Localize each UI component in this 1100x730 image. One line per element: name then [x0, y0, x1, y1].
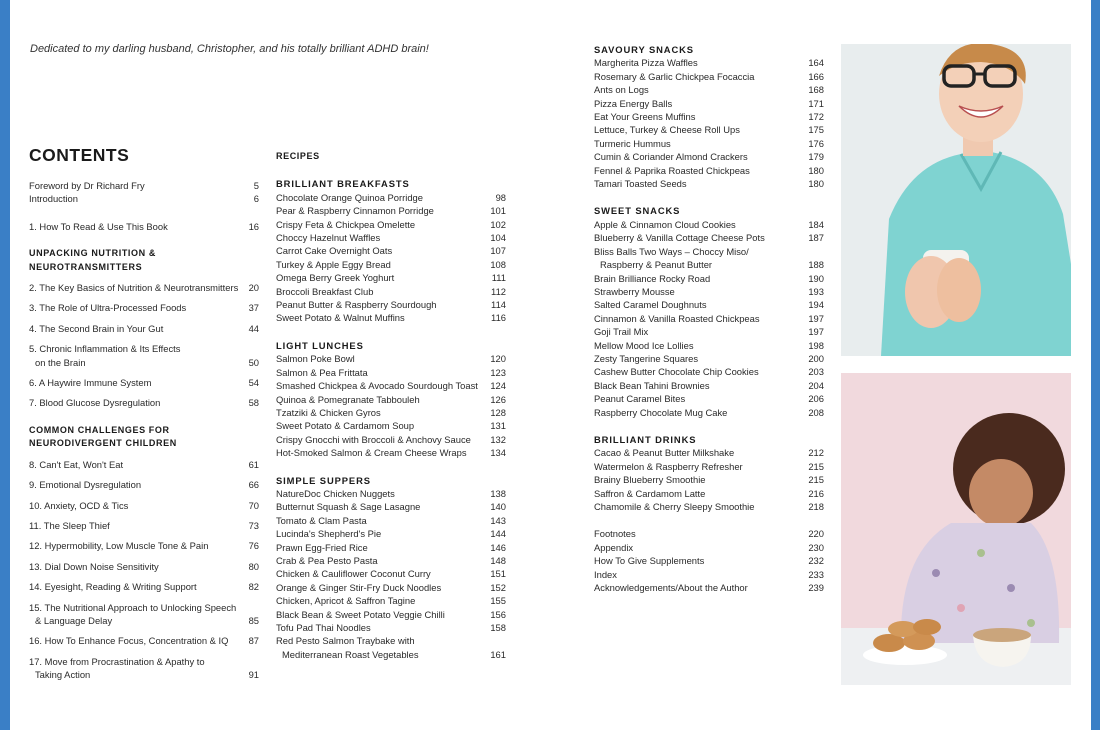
toc-entry: Omega Berry Greek Yoghurt 111: [276, 272, 506, 284]
toc-entry: Index 233: [594, 568, 824, 580]
toc-entry: Cumin & Coriander Almond Crackers 179: [594, 151, 824, 163]
toc-entry: Footnotes 220: [594, 528, 824, 540]
toc-entry: Tomato & Clam Pasta 143: [276, 514, 506, 526]
toc-entry: Raspberry Chocolate Mug Cake 208: [594, 406, 824, 418]
toc-entry: Fennel & Paprika Roasted Chickpeas 180: [594, 164, 824, 176]
toc-entry: Pizza Energy Balls 171: [594, 97, 824, 109]
toc-entry: Cinnamon & Vanilla Roasted Chickpeas 197: [594, 312, 824, 324]
toc-entry: Saffron & Cardamom Latte 216: [594, 487, 824, 499]
toc-column-3: [594, 43, 824, 594]
recipes-label: RECIPES: [276, 151, 320, 161]
section-heading: BRILLIANT DRINKS: [594, 433, 697, 445]
toc-entry: Salted Caramel Doughnuts 194: [594, 299, 824, 311]
toc-entry: Black Bean & Sweet Potato Veggie Chilli 156: [276, 608, 506, 620]
toc-entry: Chamomile & Cherry Sleepy Smoothie 218: [594, 501, 824, 512]
toc-entry: Goji Trail Mix 197: [594, 326, 824, 338]
toc-entry: Orange & Ginger Stir-Fry Duck Noodles 152: [276, 581, 506, 593]
toc-entry: Lettuce, Turkey & Cheese Roll Ups 175: [594, 124, 824, 136]
toc-entry: How To Give Supplements 232: [594, 555, 824, 567]
toc-entry: 9. Emotional Dysregulation 66: [29, 479, 259, 491]
toc-entry: 16. How To Enhance Focus, Concentration & IQ 87: [29, 635, 259, 647]
toc-entry: Salmon Poke Bowl 120: [276, 353, 506, 365]
toc-entry: Hot-Smoked Salmon & Cream Cheese Wraps 134: [276, 447, 506, 459]
toc-entry: Introduction 6: [29, 193, 259, 205]
toc-entry: 12. Hypermobility, Low Muscle Tone & Pain 76: [29, 540, 259, 552]
photo-boy-with-mug: [841, 44, 1071, 356]
toc-entry: Salmon & Pea Frittata 123: [276, 366, 506, 378]
toc-entry: 17. Move from Procrastination & Apathy to Taking Action 91: [29, 655, 259, 681]
toc-entry: Foreword by Dr Richard Fry 5: [29, 180, 259, 191]
toc-entry: Sweet Potato & Cardamom Soup 131: [276, 420, 506, 432]
toc-entry: Peanut Caramel Bites 206: [594, 393, 824, 405]
toc-entry: Crispy Gnocchi with Broccoli & Anchovy Sauce 132: [276, 433, 506, 445]
toc-entry: 2. The Key Basics of Nutrition & Neurotransmitters 20: [29, 282, 259, 294]
toc-entry: Smashed Chickpea & Avocado Sourdough Toast 124: [276, 380, 506, 392]
toc-entry: Butternut Squash & Sage Lasagne 140: [276, 501, 506, 513]
toc-entry: Eat Your Greens Muffins 172: [594, 111, 824, 123]
toc-entry: Margherita Pizza Waffles 164: [594, 57, 824, 69]
section-heading: COMMON CHALLENGES FOR NEURODIVERGENT CHILDREN: [29, 424, 177, 449]
toc-entry: Crispy Feta & Chickpea Omelette 102: [276, 218, 506, 230]
toc-entry: Appendix 230: [594, 541, 824, 553]
toc-entry: Tamari Toasted Seeds 180: [594, 178, 824, 190]
toc-entry: Chocolate Orange Quinoa Porridge 98: [276, 191, 506, 203]
toc-entry: Pear & Raspberry Cinnamon Porridge 101: [276, 205, 506, 217]
toc-entry: 7. Blood Glucose Dysregulation 58: [29, 397, 259, 409]
toc-entry: 1. How To Read & Use This Book 16: [29, 220, 259, 232]
toc-entry: Broccoli Breakfast Club 112: [276, 285, 506, 297]
toc-entry: Black Bean Tahini Brownies 204: [594, 379, 824, 391]
toc-entry: Rosemary & Garlic Chickpea Focaccia 166: [594, 70, 824, 82]
photo-girl-with-doughnuts: [841, 373, 1071, 685]
toc-entry: Brain Brilliance Rocky Road 190: [594, 272, 824, 284]
toc-entry: Quinoa & Pomegranate Tabbouleh 126: [276, 393, 506, 405]
section-heading: BRILLIANT BREAKFASTS: [276, 178, 410, 190]
toc-entry: 10. Anxiety, OCD & Tics 70: [29, 499, 259, 511]
toc-entry: Cashew Butter Chocolate Chip Cookies 203: [594, 366, 824, 378]
toc-entry: Cacao & Peanut Butter Milkshake 212: [594, 447, 824, 459]
book-spread: [10, 0, 1091, 730]
toc-column-1: [29, 179, 259, 682]
section-heading: SAVOURY SNACKS: [594, 44, 694, 55]
toc-entry: 6. A Haywire Immune System 54: [29, 377, 259, 389]
section-heading: UNPACKING NUTRITION & NEUROTRANSMITTERS: [29, 248, 156, 272]
toc-entry: Chicken, Apricot & Saffron Tagine 155: [276, 595, 506, 607]
toc-entry: Tzatziki & Chicken Gyros 128: [276, 406, 506, 418]
dedication-text: Dedicated to my darling husband, Christopher, and his totally brilliant ADHD brain!: [30, 43, 429, 55]
toc-entry: NatureDoc Chicken Nuggets 138: [276, 487, 506, 499]
toc-entry: 14. Eyesight, Reading & Writing Support 82: [29, 581, 259, 593]
section-heading: SWEET SNACKS: [594, 205, 681, 217]
toc-entry: Turmeric Hummus 176: [594, 137, 824, 149]
toc-entry: Tofu Pad Thai Noodles 158: [276, 622, 506, 633]
toc-entry: Carrot Cake Overnight Oats 107: [276, 245, 506, 257]
toc-entry: Ants on Logs 168: [594, 84, 824, 96]
toc-entry: 8. Can't Eat, Won't Eat 61: [29, 458, 259, 470]
section-heading: LIGHT LUNCHES: [276, 339, 364, 351]
toc-entry: Sweet Potato & Walnut Muffins 116: [276, 312, 506, 324]
toc-entry: 15. The Nutritional Approach to Unlocking Speech & Language Delay 85: [29, 601, 259, 626]
toc-entry: Turkey & Apple Eggy Bread 108: [276, 258, 506, 270]
toc-entry: Prawn Egg-Fried Rice 146: [276, 541, 506, 553]
toc-entry: Brainy Blueberry Smoothie 215: [594, 474, 824, 486]
toc-entry: Crab & Pea Pesto Pasta 148: [276, 554, 506, 566]
toc-column-2: [276, 150, 506, 661]
toc-entry: 11. The Sleep Thief 73: [29, 519, 259, 531]
toc-entry: 4. The Second Brain in Your Gut 44: [29, 322, 259, 334]
contents-title: CONTENTS: [29, 145, 130, 165]
toc-entry: Lucinda's Shepherd's Pie 144: [276, 528, 506, 540]
toc-entry: 5. Chronic Inflammation & Its Effects on the Brain 50: [29, 343, 259, 368]
toc-entry: Choccy Hazelnut Waffles 104: [276, 232, 506, 244]
toc-entry: Acknowledgements/About the Author 239: [594, 582, 824, 594]
toc-entry: Red Pesto Salmon Traybake with Mediterranean Roast Vegetables 161: [276, 635, 506, 660]
toc-entry: Peanut Butter & Raspberry Sourdough 114: [276, 299, 506, 311]
toc-entry: Strawberry Mousse 193: [594, 285, 824, 297]
toc-entry: Apple & Cinnamon Cloud Cookies 184: [594, 218, 824, 230]
toc-entry: Chicken & Cauliflower Coconut Curry 151: [276, 568, 506, 580]
section-heading: SIMPLE SUPPERS: [276, 474, 371, 486]
toc-entry: Watermelon & Raspberry Refresher 215: [594, 460, 824, 472]
toc-entry: Blueberry & Vanilla Cottage Cheese Pots 187: [594, 232, 824, 244]
toc-entry: 13. Dial Down Noise Sensitivity 80: [29, 560, 259, 572]
toc-entry: Bliss Balls Two Ways – Choccy Miso/ Raspberry & Peanut Butter 188: [594, 245, 824, 271]
toc-entry: Mellow Mood Ice Lollies 198: [594, 339, 824, 351]
toc-entry: Zesty Tangerine Squares 200: [594, 352, 824, 364]
toc-entry: 3. The Role of Ultra-Processed Foods 37: [29, 302, 259, 314]
